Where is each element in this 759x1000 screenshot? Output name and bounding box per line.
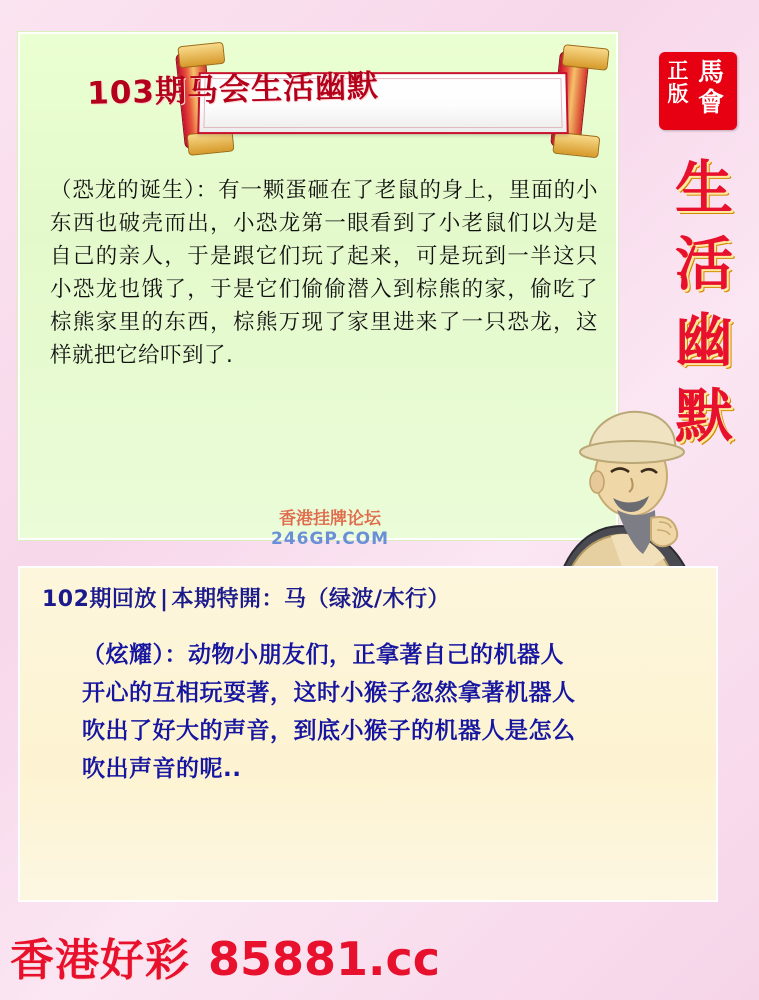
footer-label: 香港好彩 — [10, 935, 190, 986]
replay-panel — [18, 566, 718, 902]
scroll-cap-top-right — [562, 44, 610, 71]
official-stamp — [659, 52, 737, 130]
watermark-line-2: 246GP.COM — [270, 529, 390, 549]
watermark — [200, 504, 460, 549]
replay-body-text: （炫耀）：动物小朋友们，正拿著自己的机器人开心的互相玩耍著，这时小猴子忽然拿著机器人吹出了好大的声音，到底小猴子的机器人是怎么吹出声音的呢.. — [82, 642, 576, 782]
scroll-cap-bottom-right — [552, 132, 600, 159]
footer — [10, 924, 440, 988]
stamp-right-text: 馬會 — [697, 58, 724, 118]
replay-header-left: 102期回放 — [42, 587, 157, 612]
banner-title: 103期马会生活幽默 — [86, 67, 380, 112]
humor-body-text: （恐龙的诞生）：有一颗蛋砸在了老鼠的身上，里面的小东西也破壳而出，小恐龙第一眼看到了小老鼠们以为是自己的亲人，于是跟它们玩了起来，可是玩到一半这只小恐龙也饿了，于是它们偷偷潜入到棕熊的家，偷吃了棕熊家里的东西，棕熊万现了家里进来了一只恐龙，这样就把它给吓到了. — [50, 178, 598, 368]
footer-url: 85881.cc — [208, 932, 441, 986]
replay-header-separator: | — [159, 587, 169, 612]
replay-header-right: 本期特開：马（绿波/木行） — [171, 587, 451, 612]
replay-header — [42, 582, 450, 613]
vertical-title-char-3: 默 — [674, 382, 733, 450]
vertical-title-char-1: 活 — [674, 230, 733, 298]
watermark-line-1: 香港挂牌论坛 — [279, 509, 381, 529]
stamp-left-text: 正版 — [667, 59, 689, 106]
vertical-title-char-2: 幽 — [674, 306, 733, 374]
vertical-title-char-0: 生 — [674, 154, 733, 222]
